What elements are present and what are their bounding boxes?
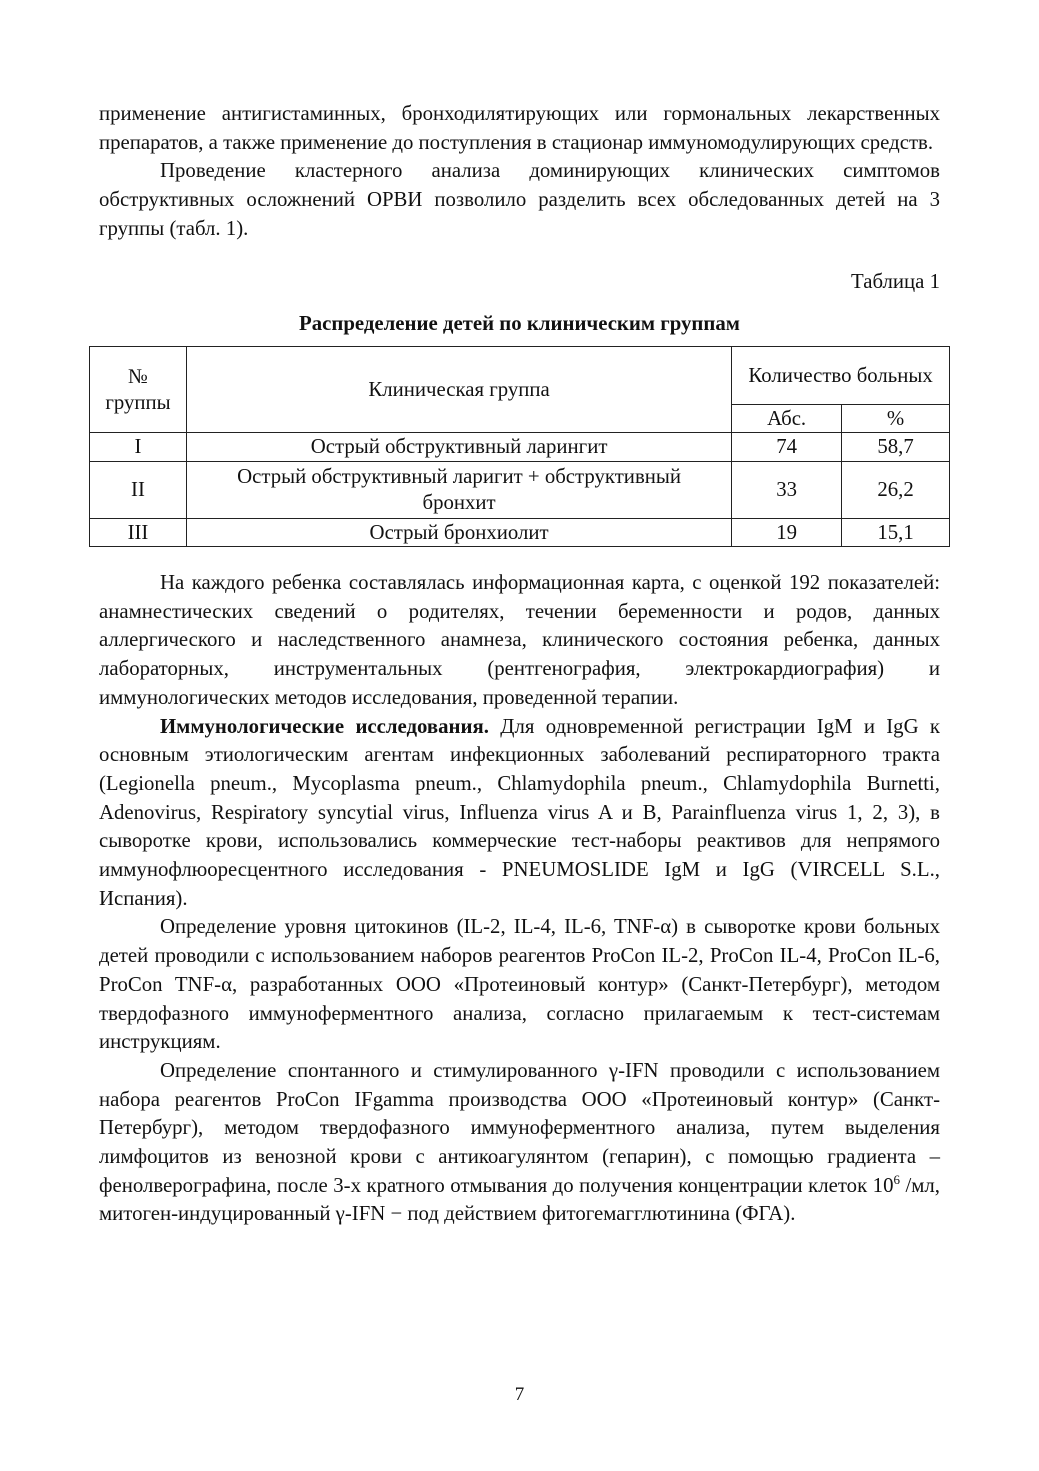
header-absolute: Абс. — [732, 405, 842, 433]
header-percent: % — [842, 405, 950, 433]
cell-group-number: III — [90, 519, 187, 547]
cell-percent: 15,1 — [842, 519, 950, 547]
cell-group-number: II — [90, 462, 187, 519]
table-title: Распределение детей по клиническим группам — [299, 312, 740, 335]
paragraph-info-card: На каждого ребенка составлялась информационная карта, с оценкой 192 показателей: анамнестических сведений о родителях, течении беременности и родов, данных аллергического и наследственного анамнеза, клинического состояния ребенка, данных лабораторных, инструментальных (рентгенография, электрокардиография) и иммунологических методов исследования, проведенной терапии. — [99, 571, 940, 709]
paragraph-cluster-analysis: Проведение кластерного анализа доминирующих клинических симптомов обструктивных осложнений ОРВИ позволило разделить всех обследованных детей на 3 группы (табл. 1). — [99, 159, 940, 240]
cell-absolute: 74 — [732, 433, 842, 462]
cell-absolute: 33 — [732, 462, 842, 519]
methods-text-block — [99, 569, 940, 1229]
paragraph-cytokines: Определение уровня цитокинов (IL-2, IL-4, IL-6, TNF-α) в сыворотке крови больных детей проводили с использованием наборов реагентов ProCon IL-2, ProCon IL-4, ProCon IL-6, ProCon TNF-α, разработанных ООО «Протеиновый контур» (Санкт-Петербург), методом твердофазного иммуноферментного анализа, согласно прилагаемым к тест-системам инструкциям. — [99, 915, 940, 1054]
cell-percent: 26,2 — [842, 462, 950, 519]
header-patient-count: Количество больных — [732, 347, 950, 405]
table-caption: Таблица 1 — [851, 270, 940, 293]
cell-group-number: I — [90, 433, 187, 462]
table-header-row — [90, 347, 950, 405]
clinical-groups-table — [89, 346, 950, 547]
immunology-heading: Иммунологические исследования. — [160, 714, 489, 738]
cell-clinical-group: Острый обструктивный ларигит + обструктивный бронхит — [186, 462, 731, 519]
interferon-text-start: Определение спонтанного и стимулированного γ-IFN проводили с использованием набора реагентов ProCon IFgamma производства ООО «Протеиновый контур» (Санкт-Петербург), методом твердофазного иммуноферментного анализа, путем выделения лимфоцитов из венозной крови с антикоагулянтом (гепарин), с помощью градиента – фенолверографина, после 3-х кратного отмывания до получения концентрации клеток 10 — [99, 1058, 940, 1197]
intro-text-block — [99, 100, 940, 244]
cell-clinical-group: Острый бронхиолит — [186, 519, 731, 547]
immunology-body: Для одновременной регистрации IgM и IgG к основным этиологическим агентам инфекционных заболеваний респираторного тракта (Legionella pneum., Mycoplasma pneum., Chlamydophila pneum., Chlamydophila Burnetti, Adenovirus, Respiratory syncytial virus, Influenza virus A и B, Parainfluenza virus 1, 2, 3), в сыворотке крови, использовались коммерческие тест-наборы реактивов для непрямого иммунофлюоресцентного исследования - PNEUMOSLIDE IgM и IgG (VIRCELL S.L., Испания). — [99, 714, 940, 910]
table-row — [90, 519, 950, 547]
interferon-text-end: /мл, митоген-индуцированный γ-IFN − под действием фитогемагглютинина (ФГА). — [99, 1173, 941, 1226]
header-clinical-group: Клиническая группа — [186, 347, 731, 433]
cell-absolute: 19 — [732, 519, 842, 547]
paragraph-immunology — [99, 713, 940, 914]
header-group-number: № группы — [90, 347, 187, 433]
paragraph-treatment: применение антигистаминных, бронходилятирующих или гормональных лекарственных препаратов, а также применение до поступления в стационар иммуномодулирующих средств. — [99, 102, 940, 154]
cell-clinical-group: Острый обструктивный ларингит — [186, 433, 731, 462]
table-row — [90, 433, 950, 462]
interferon-exponent: 6 — [893, 1171, 900, 1187]
paragraph-interferon — [99, 1057, 940, 1229]
table-row — [90, 462, 950, 519]
cell-percent: 58,7 — [842, 433, 950, 462]
page-number: 7 — [514, 1384, 525, 1405]
